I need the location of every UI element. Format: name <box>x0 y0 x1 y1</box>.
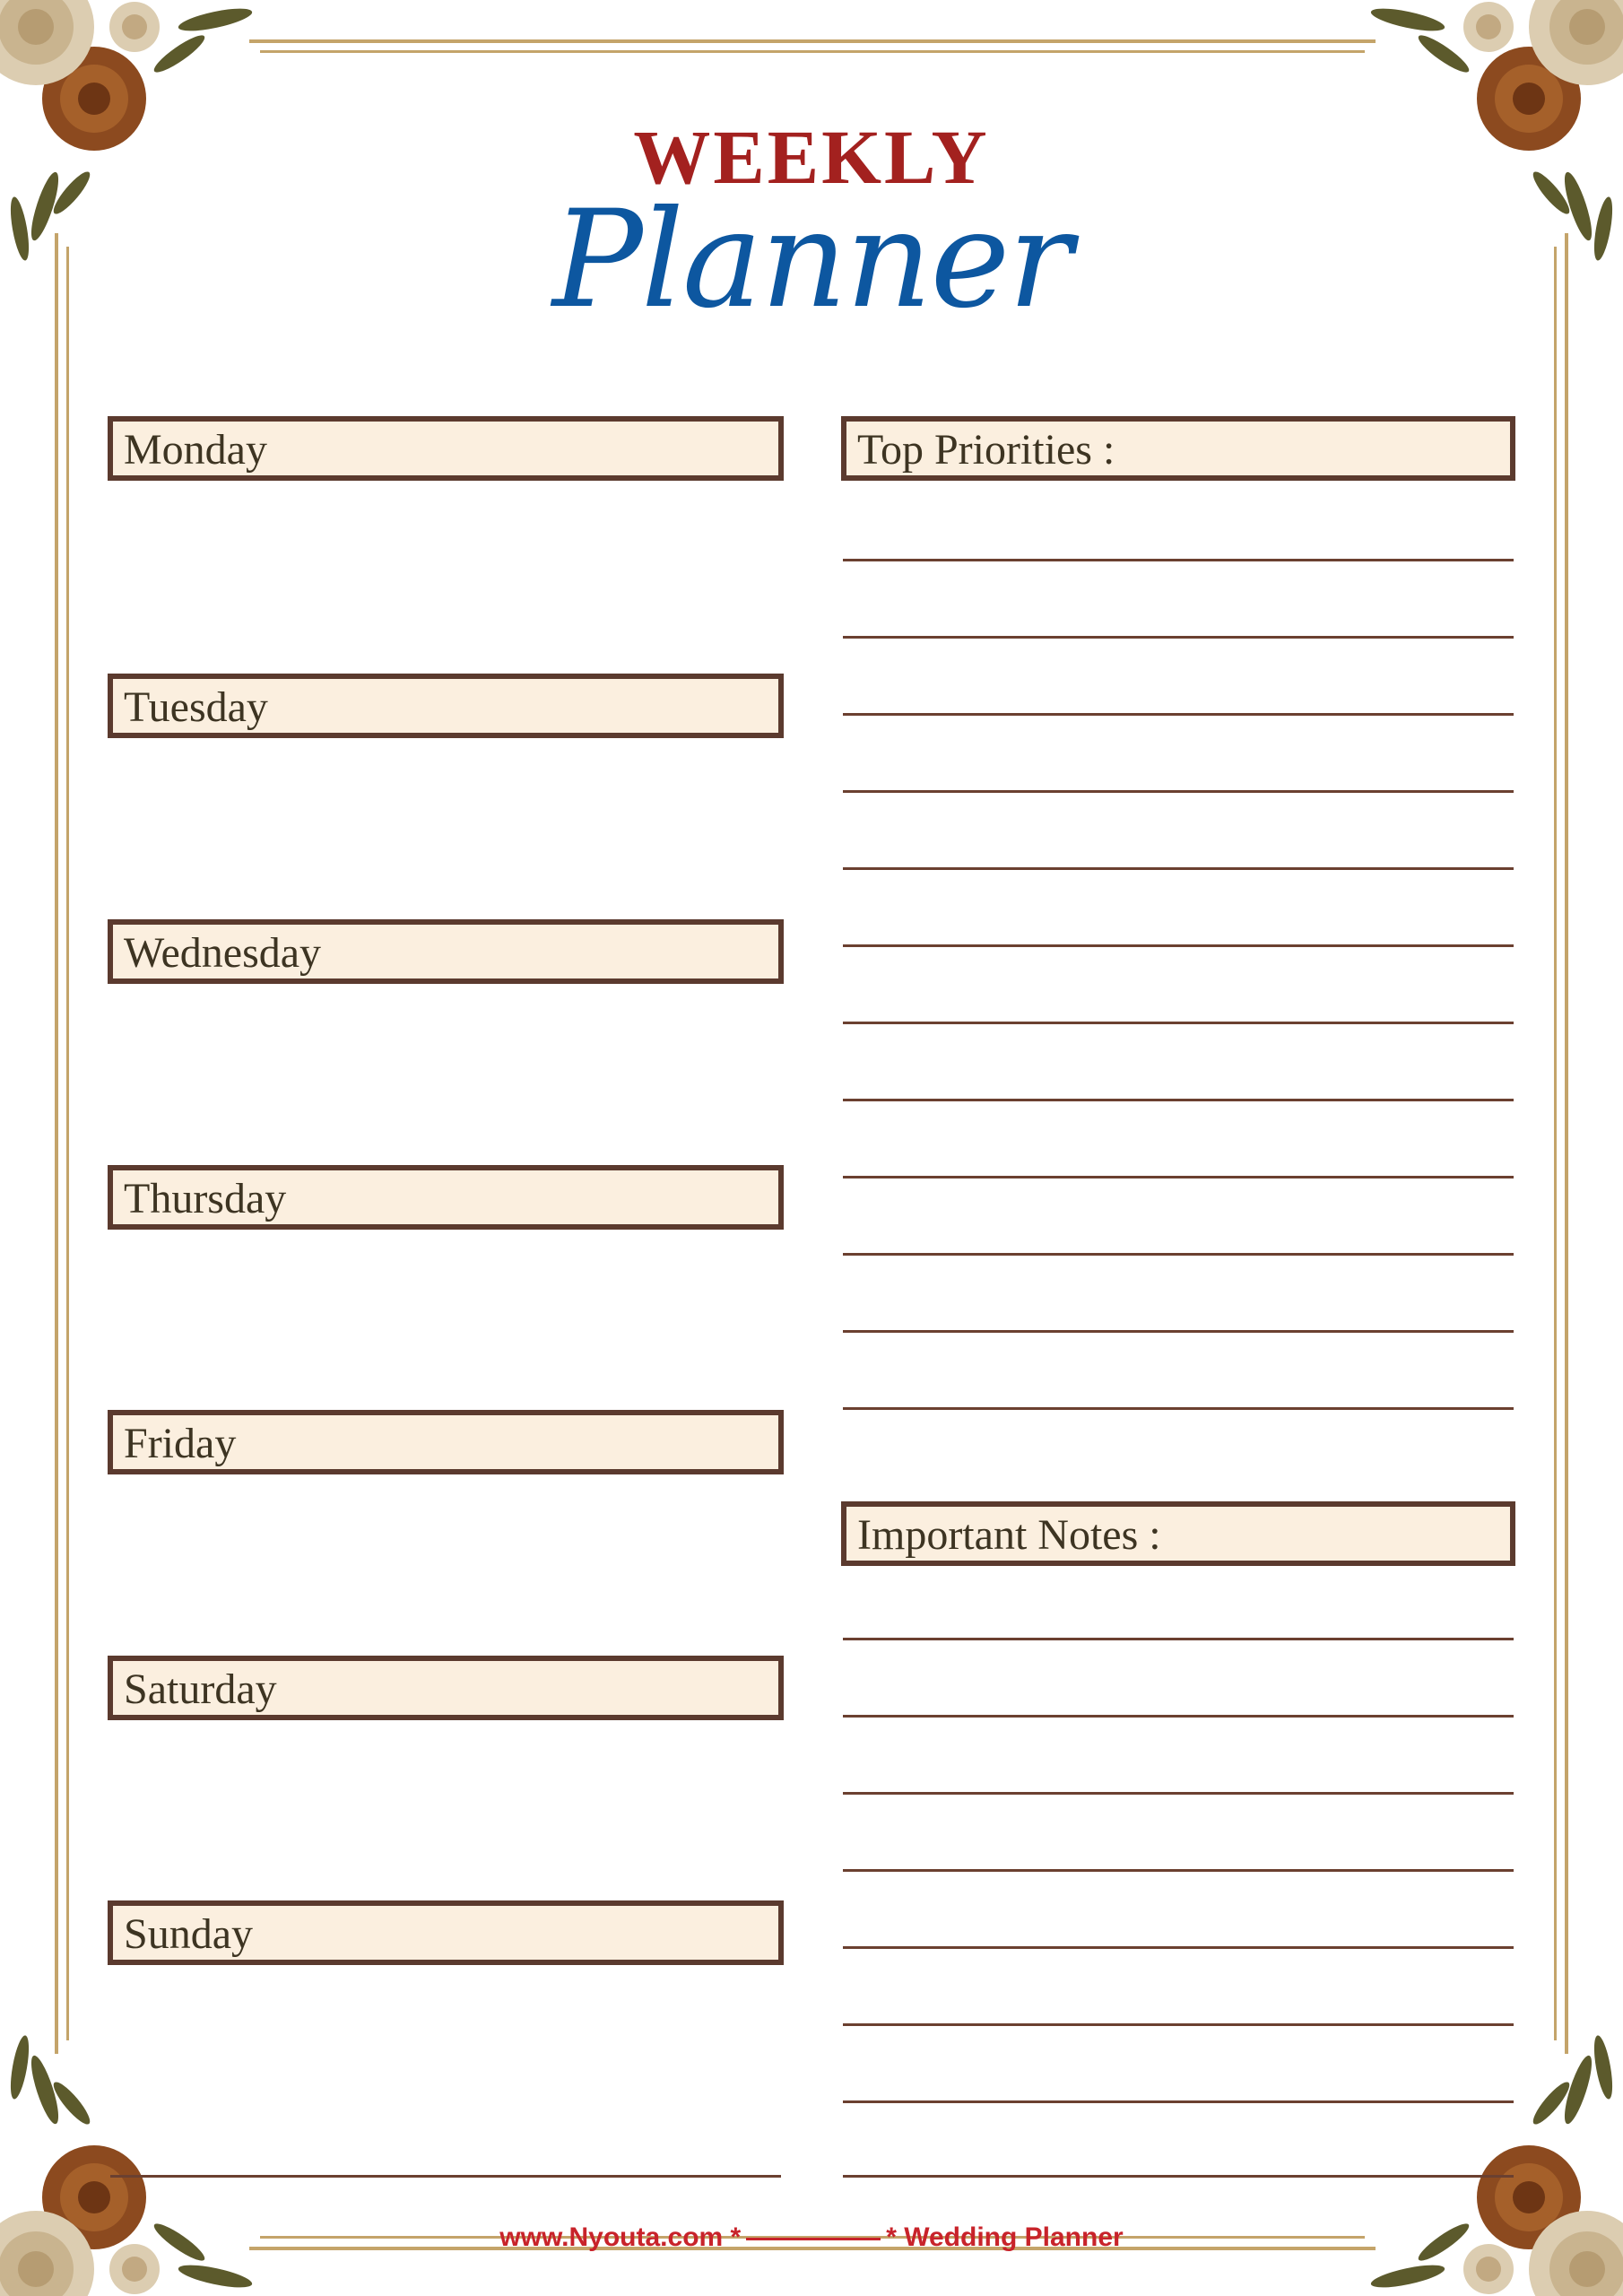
notes-label: Important Notes : <box>857 1511 1161 1559</box>
footer-blank-line <box>746 2238 881 2240</box>
day-label: Tuesday <box>124 683 268 731</box>
priority-line[interactable] <box>843 1330 1514 1333</box>
day-label: Monday <box>124 426 267 474</box>
frame-left-line-outer <box>55 233 58 2054</box>
rose-corner-bottom-left <box>0 2027 287 2296</box>
day-box-thursday <box>108 1165 784 1230</box>
day-box-saturday <box>108 1656 784 1720</box>
priority-line[interactable] <box>843 713 1514 716</box>
priority-line[interactable] <box>843 1176 1514 1178</box>
day-label: Friday <box>124 1420 237 1467</box>
priority-line[interactable] <box>843 790 1514 793</box>
day-label: Thursday <box>124 1175 287 1222</box>
day-box-tuesday <box>108 674 784 738</box>
notes-box <box>841 1501 1515 1566</box>
title-planner: Planner <box>551 182 1072 338</box>
note-line[interactable] <box>843 1792 1514 1795</box>
day-box-monday <box>108 416 784 481</box>
footer-site: www.Nyouta.com * <box>499 2222 742 2252</box>
priorities-box <box>841 416 1515 481</box>
footer <box>0 2222 1623 2253</box>
title-weekly: WEEKLY <box>633 114 990 200</box>
frame-right-line-inner <box>1554 247 1557 2040</box>
note-line[interactable] <box>843 2100 1514 2103</box>
day-box-wednesday <box>108 919 784 984</box>
frame-right-line-outer <box>1565 233 1568 2054</box>
priority-line[interactable] <box>843 636 1514 639</box>
priority-line[interactable] <box>843 559 1514 561</box>
priority-line[interactable] <box>843 1253 1514 1256</box>
priority-line[interactable] <box>843 1099 1514 1101</box>
rose-corner-bottom-right <box>1336 2027 1623 2296</box>
frame-top-line-outer <box>249 39 1376 43</box>
note-line[interactable] <box>843 1715 1514 1718</box>
day-box-sunday <box>108 1900 784 1965</box>
priority-line[interactable] <box>843 1022 1514 1024</box>
day-label: Sunday <box>124 1910 253 1958</box>
note-line[interactable] <box>843 2023 1514 2026</box>
day-label: Saturday <box>124 1665 277 1713</box>
priority-line[interactable] <box>843 944 1514 947</box>
priorities-label: Top Priorities : <box>857 426 1115 474</box>
frame-top-line-inner <box>260 50 1365 53</box>
note-line[interactable] <box>843 1946 1514 1949</box>
priority-line[interactable] <box>843 867 1514 870</box>
day-box-friday <box>108 1410 784 1474</box>
note-line[interactable] <box>843 1638 1514 1640</box>
note-line[interactable] <box>843 2175 1514 2178</box>
priority-line[interactable] <box>843 1407 1514 1410</box>
note-line[interactable] <box>843 1869 1514 1872</box>
frame-left-line-inner <box>66 247 69 2040</box>
day-label: Wednesday <box>124 929 322 977</box>
sunday-write-line[interactable] <box>110 2175 781 2178</box>
footer-suffix: * Wedding Planner <box>886 2222 1124 2252</box>
